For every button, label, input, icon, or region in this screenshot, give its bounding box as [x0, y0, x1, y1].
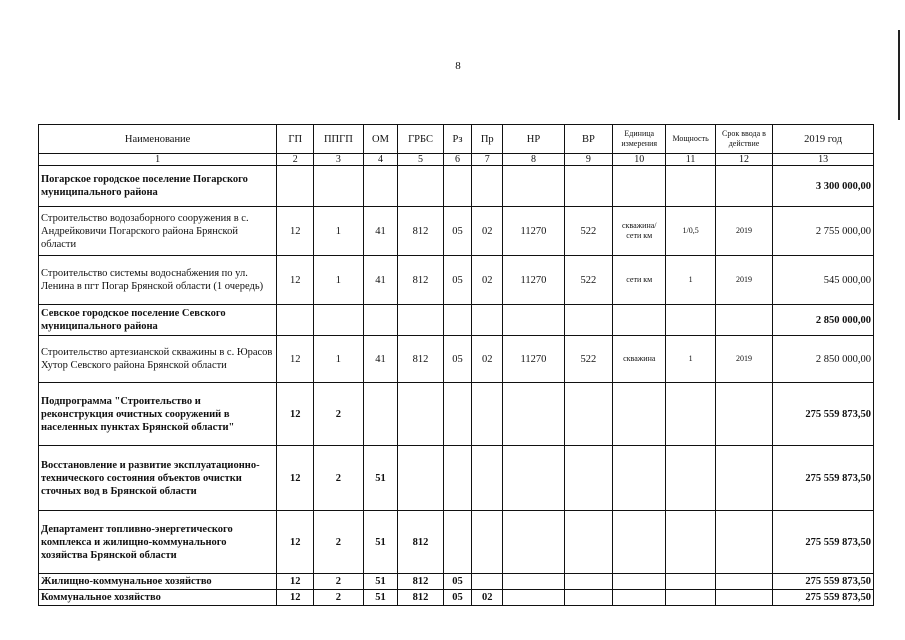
table-cell: 02 [472, 207, 503, 256]
header-cell: Пр [472, 125, 503, 154]
column-number: 3 [314, 154, 363, 166]
column-number: 1 [39, 154, 277, 166]
header-cell: НР [503, 125, 565, 154]
table-cell [277, 305, 314, 336]
table-cell: 12 [277, 383, 314, 446]
table-cell: 2 [314, 590, 363, 606]
table-row [39, 511, 874, 574]
table-cell: 05 [443, 336, 472, 383]
table-row [39, 305, 874, 336]
table-cell: 05 [443, 256, 472, 305]
table-cell: 1 [666, 256, 715, 305]
amount-cell: 275 559 873,50 [773, 511, 874, 574]
table-cell [363, 166, 398, 207]
header-cell: ВР [564, 125, 612, 154]
table-cell: 05 [443, 574, 472, 590]
table-cell [472, 305, 503, 336]
table-cell [314, 166, 363, 207]
table-cell [564, 446, 612, 511]
table-cell: 812 [398, 336, 443, 383]
table-cell: 05 [443, 590, 472, 606]
table-cell: 2 [314, 574, 363, 590]
row-name-cell: Строительство водозаборного сооружения в с. Андрейковичи Погарского района Брянской области [39, 207, 277, 256]
table-cell: 02 [472, 590, 503, 606]
table-cell: 2 [314, 446, 363, 511]
table-cell: 812 [398, 207, 443, 256]
table-cell: 1/0,5 [666, 207, 715, 256]
table-cell: 522 [564, 256, 612, 305]
table-cell: 11270 [503, 336, 565, 383]
table-cell [666, 574, 715, 590]
table-cell [398, 446, 443, 511]
table-cell: 812 [398, 590, 443, 606]
table-cell [503, 305, 565, 336]
table-cell [443, 305, 472, 336]
table-cell [564, 383, 612, 446]
table-cell: 05 [443, 207, 472, 256]
table-cell [503, 166, 565, 207]
table-cell [666, 590, 715, 606]
table-row [39, 256, 874, 305]
amount-cell: 3 300 000,00 [773, 166, 874, 207]
amount-cell: 2 850 000,00 [773, 305, 874, 336]
table-cell: 2019 [715, 336, 773, 383]
table-cell [613, 511, 666, 574]
table-cell: 02 [472, 256, 503, 305]
table-cell [666, 166, 715, 207]
table-cell [715, 305, 773, 336]
table-cell: 1 [314, 256, 363, 305]
row-name-cell: Департамент топливно-энергетического комплекса и жилищно-коммунального хозяйства Брянской области [39, 511, 277, 574]
table-row [39, 336, 874, 383]
table-cell [472, 383, 503, 446]
column-number: 13 [773, 154, 874, 166]
header-cell: ППГП [314, 125, 363, 154]
table-cell: 12 [277, 511, 314, 574]
table-cell: 41 [363, 207, 398, 256]
table-cell [715, 590, 773, 606]
row-name-cell: Подпрограмма "Строительство и реконструкция очистных сооружений в населенных пунктах Брянской области" [39, 383, 277, 446]
table-cell [715, 166, 773, 207]
table-cell [715, 511, 773, 574]
row-name-cell: Погарское городское поселение Погарского муниципального района [39, 166, 277, 207]
table-cell [443, 446, 472, 511]
amount-cell: 275 559 873,50 [773, 590, 874, 606]
table-cell [613, 305, 666, 336]
row-name-cell: Восстановление и развитие эксплуатационно-технического состояния объектов очистки сточных вод в Брянской области [39, 446, 277, 511]
table-cell: 522 [564, 207, 612, 256]
column-number: 2 [277, 154, 314, 166]
table-cell: 51 [363, 446, 398, 511]
table-cell: 2019 [715, 256, 773, 305]
table-cell [715, 383, 773, 446]
table-cell: 12 [277, 256, 314, 305]
column-number: 9 [564, 154, 612, 166]
amount-cell: 275 559 873,50 [773, 446, 874, 511]
table-cell [443, 383, 472, 446]
table-cell [613, 166, 666, 207]
table-cell [443, 511, 472, 574]
table-cell: 02 [472, 336, 503, 383]
table-cell [277, 166, 314, 207]
table-cell [503, 574, 565, 590]
table-cell [613, 574, 666, 590]
table-cell [503, 446, 565, 511]
table-cell: 1 [314, 207, 363, 256]
table-cell: 812 [398, 574, 443, 590]
table-cell: 2 [314, 383, 363, 446]
column-number: 12 [715, 154, 773, 166]
table-cell: 12 [277, 590, 314, 606]
column-number: 6 [443, 154, 472, 166]
table-row [39, 383, 874, 446]
table-cell [564, 574, 612, 590]
column-number: 7 [472, 154, 503, 166]
amount-cell: 275 559 873,50 [773, 383, 874, 446]
table-cell [613, 446, 666, 511]
column-number-row [39, 154, 874, 166]
table-cell [503, 511, 565, 574]
table-cell [613, 383, 666, 446]
table-cell: 1 [666, 336, 715, 383]
column-number: 11 [666, 154, 715, 166]
table-cell [472, 574, 503, 590]
table-row [39, 574, 874, 590]
budget-table [38, 124, 874, 606]
table-cell: 51 [363, 590, 398, 606]
table-cell [472, 446, 503, 511]
table-cell [314, 305, 363, 336]
table-cell [398, 305, 443, 336]
table-cell [666, 446, 715, 511]
table-cell [472, 166, 503, 207]
table-cell [715, 446, 773, 511]
table-cell [666, 305, 715, 336]
table-cell: 11270 [503, 207, 565, 256]
column-number: 4 [363, 154, 398, 166]
table-cell [472, 511, 503, 574]
table-cell: 1 [314, 336, 363, 383]
table-cell [503, 590, 565, 606]
table-cell [715, 574, 773, 590]
table-cell [613, 590, 666, 606]
table-cell [564, 305, 612, 336]
header-cell: ГРБС [398, 125, 443, 154]
table-cell: 11270 [503, 256, 565, 305]
header-cell: ОМ [363, 125, 398, 154]
table-cell: 522 [564, 336, 612, 383]
page-edge-line [898, 30, 900, 120]
table-cell: 51 [363, 574, 398, 590]
table-cell: скважина/ сети км [613, 207, 666, 256]
table-cell: 41 [363, 336, 398, 383]
table-cell: 41 [363, 256, 398, 305]
table-cell [666, 383, 715, 446]
table-row [39, 590, 874, 606]
column-number: 5 [398, 154, 443, 166]
table-cell [443, 166, 472, 207]
amount-cell: 275 559 873,50 [773, 574, 874, 590]
table-cell: 812 [398, 256, 443, 305]
row-name-cell: Жилищно-коммунальное хозяйство [39, 574, 277, 590]
table-cell [363, 383, 398, 446]
table-cell: 2 [314, 511, 363, 574]
table-cell: сети км [613, 256, 666, 305]
table-cell [564, 590, 612, 606]
header-row [39, 125, 874, 154]
table-cell [666, 511, 715, 574]
row-name-cell: Севское городское поселение Севского муниципального района [39, 305, 277, 336]
table-cell: 2019 [715, 207, 773, 256]
table-cell [363, 305, 398, 336]
row-name-cell: Строительство системы водоснабжения по ул. Ленина в пгт Погар Брянской области (1 очередь) [39, 256, 277, 305]
column-number: 10 [613, 154, 666, 166]
header-cell: Единица измерения [613, 125, 666, 154]
row-name-cell: Строительство артезианской скважины в с. Юрасов Хутор Севского района Брянской области [39, 336, 277, 383]
table-cell [398, 383, 443, 446]
column-number: 8 [503, 154, 565, 166]
table-cell: 51 [363, 511, 398, 574]
table-body [39, 166, 874, 606]
table-cell: 12 [277, 446, 314, 511]
table-row [39, 446, 874, 511]
table-cell: 12 [277, 336, 314, 383]
amount-cell: 545 000,00 [773, 256, 874, 305]
header-cell: Срок ввода в действие [715, 125, 773, 154]
amount-cell: 2 850 000,00 [773, 336, 874, 383]
page-number: 8 [455, 60, 461, 72]
table-row [39, 166, 874, 207]
table-cell: 812 [398, 511, 443, 574]
table-cell [564, 511, 612, 574]
table-cell: скважина [613, 336, 666, 383]
table-cell [398, 166, 443, 207]
table-cell: 12 [277, 574, 314, 590]
header-cell: Наименование [39, 125, 277, 154]
table-cell [503, 383, 565, 446]
header-cell: ГП [277, 125, 314, 154]
table-cell: 12 [277, 207, 314, 256]
header-cell: Рз [443, 125, 472, 154]
row-name-cell: Коммунальное хозяйство [39, 590, 277, 606]
header-cell: 2019 год [773, 125, 874, 154]
table-row [39, 207, 874, 256]
amount-cell: 2 755 000,00 [773, 207, 874, 256]
table-cell [564, 166, 612, 207]
header-cell: Мощность [666, 125, 715, 154]
